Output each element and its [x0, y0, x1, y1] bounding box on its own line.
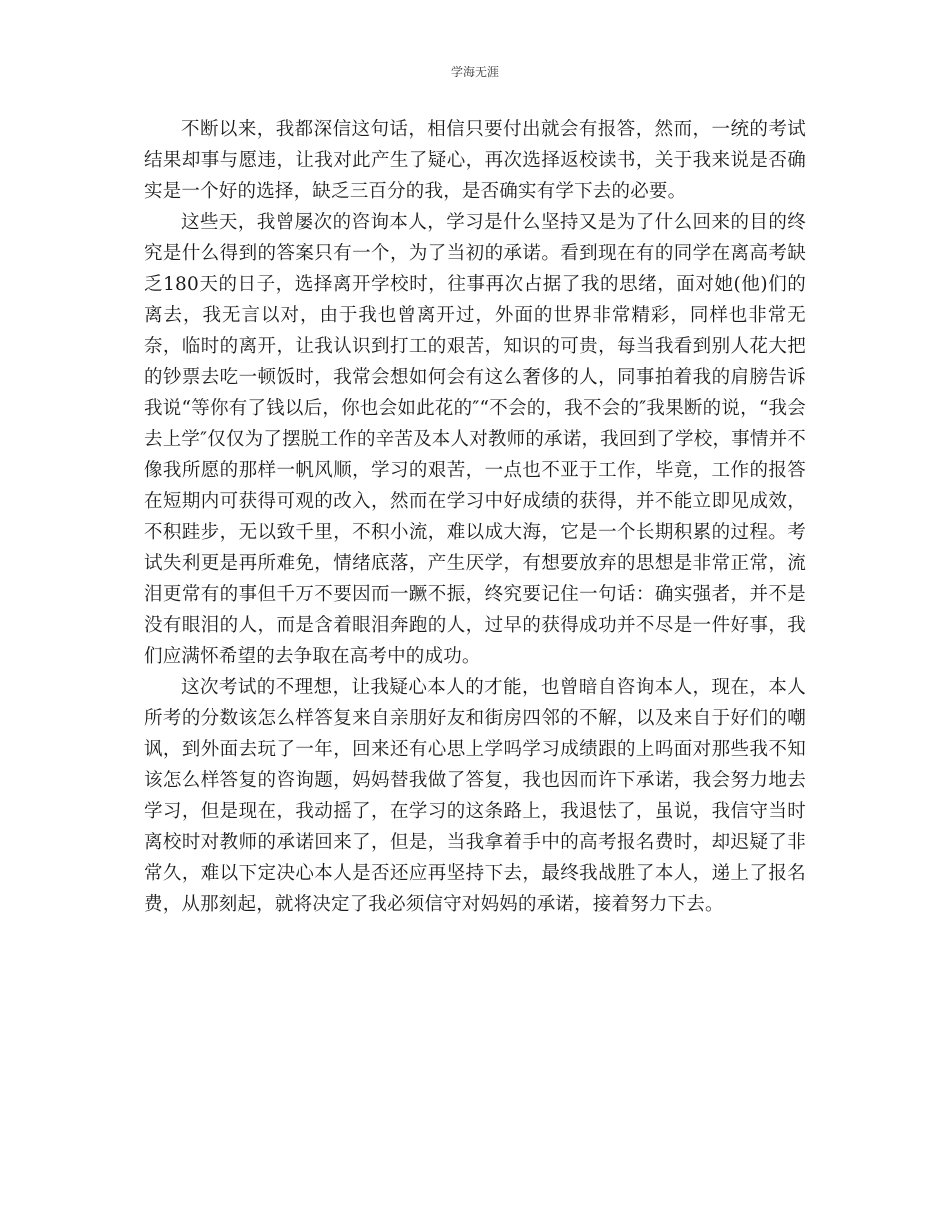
paragraph-1: 不断以来，我都深信这句话，相信只要付出就会有报答，然而，一统的考试结果却事与愿违，让我对此产生了疑心，再次选择返校读书，关于我来说是否确实是一个好的选择，缺乏三百分的我，是否确实有学下去的必要。	[144, 119, 806, 202]
paragraph-2: 这些天，我曾屡次的咨询本人，学习是什么坚持又是为了什么回来的目的终究是什么得到的答案只有一个，为了当初的承诺。看到现在有的同学在离高考缺乏180天的日子，选择离开学校时，往事再次占据了我的思绪，面对她(他)们的离去，我无言以对，由于我也曾离开过，外面的世界非常精彩，同样也非常无奈，临时的离开，让我认识到打工的艰苦，知识的可贵，每当我看到别人花大把的钞票去吃一顿饭时，我常会想如何会有这么奢侈的人，同事拍着我的肩膀告诉我说“等你有了钱以后，你也会如此花的″“不会的，我不会的″我果断的说，“我会去上学″仅仅为了摆脱工作的辛苦及本人对教师的承诺，我回到了学校，事情并不像我所愿的那样一帆风顺，学习的艰苦，一点也不亚于工作，毕竟，工作的报答在短期内可获得可观的改入，然而在学习中好成绩的获得，并不能立即见成效，不积跬步，无以致千里，不积小流，难以成大海，它是一个长期积累的过程。考试失利更是再所难免，情绪底落，产生厌学，有想要放弃的思想是非常正常，流泪更常有的事但千万不要因而一蹶不振，终究要记住一句话：确实强者，并不是没有眼泪的人，而是含着眼泪奔跑的人，过早的获得成功并不尽是一件好事，我们应满怀希望的去争取在高考中的成功。	[144, 212, 806, 667]
document-body	[144, 114, 806, 920]
paragraph-3: 这次考试的不理想，让我疑心本人的才能，也曾暗自咨询本人，现在，本人所考的分数该怎么样答复来自亲朋好友和街房四邻的不解，以及来自于好们的嘲讽，到外面去玩了一年，回来还有心思上学吗学习成绩跟的上吗面对那些我不知该怎么样答复的咨询题，妈妈替我做了答复，我也因而许下承诺，我会努力地去学习，但是现在，我动摇了，在学习的这条路上，我退怯了，虽说，我信守当时离校时对教师的承诺回来了，但是，当我拿着手中的高考报名费时，却迟疑了非常久，难以下定决心本人是否还应再坚持下去，最终我战胜了本人，递上了报名费，从那刻起，就将决定了我必须信守对妈妈的承诺，接着努力下去。	[144, 677, 806, 915]
page-header: 学海无涯	[450, 65, 499, 79]
